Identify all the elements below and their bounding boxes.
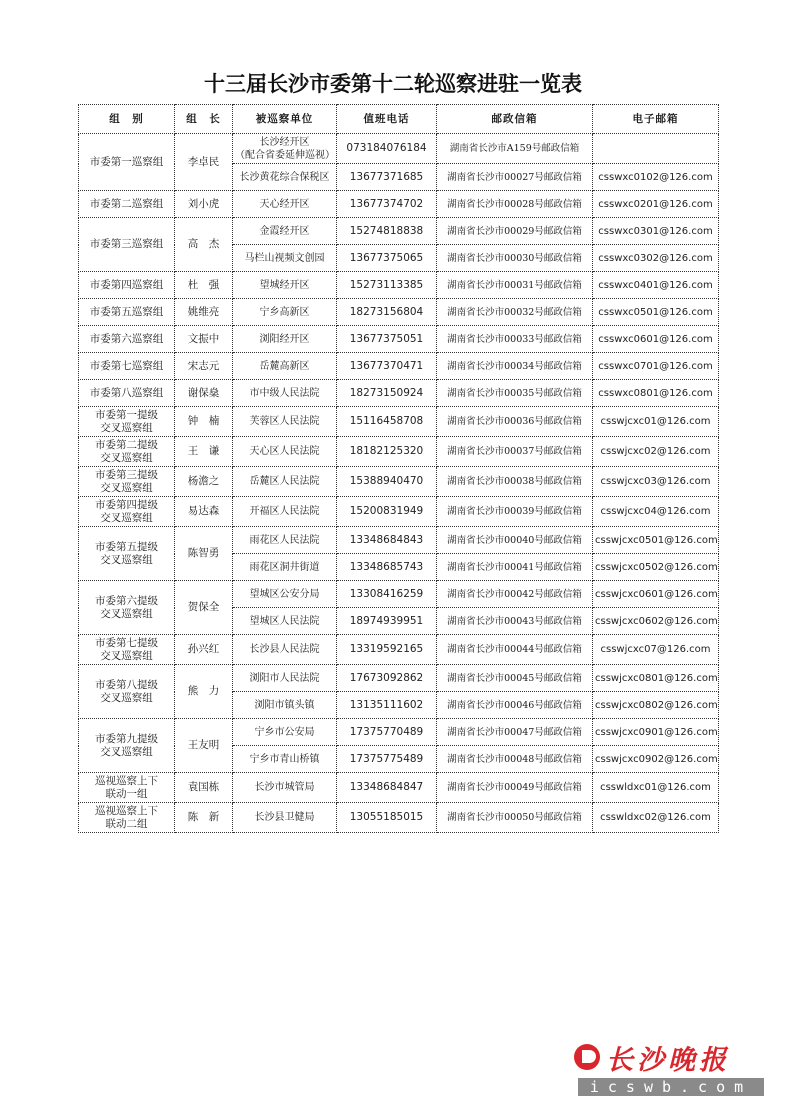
postal-box-cell: 湖南省长沙市00027号邮政信箱 <box>437 164 593 191</box>
duty-phone-cell: 15273113385 <box>337 272 437 299</box>
inspected-unit-cell: 芙蓉区人民法院 <box>233 407 337 437</box>
group-leader-cell: 王友明 <box>175 719 233 773</box>
email-cell: csswxc0302@126.com <box>593 245 719 272</box>
inspected-unit-cell: 望城区公安分局 <box>233 581 337 608</box>
unit-name: 长沙经开区 <box>259 136 310 148</box>
email-cell: csswxc0102@126.com <box>593 164 719 191</box>
inspected-unit-cell: 金霞经开区 <box>233 218 337 245</box>
group-name-line: 市委第八提级 <box>95 678 158 691</box>
table-row <box>79 719 719 746</box>
postal-box-cell: 湖南省长沙市00042号邮政信箱 <box>437 581 593 608</box>
brand-name: 长沙晚报 <box>606 1044 730 1076</box>
inspected-unit-cell: 宁乡市公安局 <box>233 719 337 746</box>
table-row <box>79 773 719 803</box>
group-leader-cell: 易达森 <box>175 497 233 527</box>
group-name-line: 市委第九提级 <box>95 732 158 745</box>
email-cell: csswxc0601@126.com <box>593 326 719 353</box>
duty-phone-cell: 15116458708 <box>337 407 437 437</box>
group-name-line: 交叉巡察组 <box>100 451 153 464</box>
inspected-unit-cell: 宁乡高新区 <box>233 299 337 326</box>
table-header-row <box>79 105 719 134</box>
postal-box-cell: 湖南省长沙市00034号邮政信箱 <box>437 353 593 380</box>
header-group: 组 别 <box>79 105 175 134</box>
duty-phone-cell: 17673092862 <box>337 665 437 692</box>
group-name-cell <box>79 665 175 719</box>
table-row <box>79 218 719 245</box>
email-cell: csswldxc01@126.com <box>593 773 719 803</box>
header-post: 邮政信箱 <box>437 105 593 134</box>
header-phone: 值班电话 <box>337 105 437 134</box>
group-name-cell <box>79 581 175 635</box>
postal-box-cell: 湖南省长沙市00028号邮政信箱 <box>437 191 593 218</box>
group-leader-cell: 陈智勇 <box>175 527 233 581</box>
email-cell: csswjcxc0802@126.com <box>593 692 719 719</box>
group-leader-cell: 杜 强 <box>175 272 233 299</box>
table-row <box>79 191 719 218</box>
group-name-cell <box>79 773 175 803</box>
group-name-cell <box>79 407 175 437</box>
inspected-unit-cell: 长沙市城管局 <box>233 773 337 803</box>
inspected-unit-cell: 市中级人民法院 <box>233 380 337 407</box>
table-row <box>79 437 719 467</box>
group-name-line: 交叉巡察组 <box>100 649 153 662</box>
group-name-cell: 市委第八巡察组 <box>79 380 175 407</box>
postal-box-cell: 湖南省长沙市00049号邮政信箱 <box>437 773 593 803</box>
group-name-line: 交叉巡察组 <box>100 553 153 566</box>
group-leader-cell: 袁国栋 <box>175 773 233 803</box>
postal-box-cell: 湖南省长沙市A159号邮政信箱 <box>437 134 593 164</box>
inspected-unit-cell: 天心经开区 <box>233 191 337 218</box>
duty-phone-cell: 13677375065 <box>337 245 437 272</box>
duty-phone-cell: 15388940470 <box>337 467 437 497</box>
duty-phone-cell: 13135111602 <box>337 692 437 719</box>
table-row <box>79 467 719 497</box>
postal-box-cell: 湖南省长沙市00046号邮政信箱 <box>437 692 593 719</box>
group-name-cell <box>79 803 175 833</box>
table-body <box>79 134 719 833</box>
group-name-cell: 市委第四巡察组 <box>79 272 175 299</box>
duty-phone-cell: 17375770489 <box>337 719 437 746</box>
email-cell: csswjcxc0601@126.com <box>593 581 719 608</box>
group-name-line: 市委第二提级 <box>95 438 158 451</box>
postal-box-cell: 湖南省长沙市00033号邮政信箱 <box>437 326 593 353</box>
email-cell: csswjcxc03@126.com <box>593 467 719 497</box>
group-name-line: 市委第七提级 <box>95 636 158 649</box>
table-row <box>79 803 719 833</box>
inspected-unit-cell: 浏阳市镇头镇 <box>233 692 337 719</box>
group-name-cell: 市委第二巡察组 <box>79 191 175 218</box>
inspected-unit-cell: 浏阳市人民法院 <box>233 665 337 692</box>
inspected-unit-cell: 岳麓高新区 <box>233 353 337 380</box>
postal-box-cell: 湖南省长沙市00045号邮政信箱 <box>437 665 593 692</box>
inspected-unit-cell <box>233 134 337 164</box>
email-cell: csswjcxc04@126.com <box>593 497 719 527</box>
group-leader-cell: 姚维亮 <box>175 299 233 326</box>
duty-phone-cell: 13308416259 <box>337 581 437 608</box>
postal-box-cell: 湖南省长沙市00036号邮政信箱 <box>437 407 593 437</box>
group-name-cell: 市委第六巡察组 <box>79 326 175 353</box>
table-row <box>79 326 719 353</box>
email-cell: csswjcxc0901@126.com <box>593 719 719 746</box>
postal-box-cell: 湖南省长沙市00037号邮政信箱 <box>437 437 593 467</box>
postal-box-cell: 湖南省长沙市00048号邮政信箱 <box>437 746 593 773</box>
email-cell: csswjcxc0501@126.com <box>593 527 719 554</box>
group-leader-cell: 刘小虎 <box>175 191 233 218</box>
group-name-cell: 市委第一巡察组 <box>79 134 175 191</box>
duty-phone-cell: 15274818838 <box>337 218 437 245</box>
duty-phone-cell: 18182125320 <box>337 437 437 467</box>
group-name-cell: 市委第五巡察组 <box>79 299 175 326</box>
duty-phone-cell: 18273156804 <box>337 299 437 326</box>
group-name-line: 交叉巡察组 <box>100 607 153 620</box>
unit-note: （配合省委延伸巡视） <box>235 149 335 161</box>
group-name-cell <box>79 467 175 497</box>
postal-box-cell: 湖南省长沙市00044号邮政信箱 <box>437 635 593 665</box>
group-leader-cell: 陈 新 <box>175 803 233 833</box>
group-name-cell <box>79 719 175 773</box>
group-name-line: 市委第一提级 <box>95 408 158 421</box>
table-row <box>79 635 719 665</box>
email-cell: csswxc0301@126.com <box>593 218 719 245</box>
email-cell: csswxc0801@126.com <box>593 380 719 407</box>
newspaper-logo-icon <box>574 1044 600 1070</box>
table-row <box>79 527 719 554</box>
table-row <box>79 134 719 164</box>
group-name-line: 交叉巡察组 <box>100 745 153 758</box>
postal-box-cell: 湖南省长沙市00038号邮政信箱 <box>437 467 593 497</box>
brand-url: icswb.com <box>578 1078 764 1096</box>
email-cell: csswldxc02@126.com <box>593 803 719 833</box>
duty-phone-cell: 18273150924 <box>337 380 437 407</box>
inspected-unit-cell: 长沙黄花综合保税区 <box>233 164 337 191</box>
group-leader-cell: 熊 力 <box>175 665 233 719</box>
group-name-cell <box>79 635 175 665</box>
duty-phone-cell: 13348684847 <box>337 773 437 803</box>
email-cell: csswjcxc07@126.com <box>593 635 719 665</box>
duty-phone-cell: 13677375051 <box>337 326 437 353</box>
table-row <box>79 272 719 299</box>
group-name-line: 交叉巡察组 <box>100 511 153 524</box>
duty-phone-cell: 13677374702 <box>337 191 437 218</box>
group-leader-cell: 杨澹之 <box>175 467 233 497</box>
group-name-line: 交叉巡察组 <box>100 421 153 434</box>
group-name-cell: 市委第七巡察组 <box>79 353 175 380</box>
email-cell: csswjcxc0502@126.com <box>593 554 719 581</box>
table-row <box>79 380 719 407</box>
inspected-unit-cell: 马栏山视频文创园 <box>233 245 337 272</box>
postal-box-cell: 湖南省长沙市00050号邮政信箱 <box>437 803 593 833</box>
duty-phone-cell: 13348684843 <box>337 527 437 554</box>
email-cell: csswjcxc0902@126.com <box>593 746 719 773</box>
group-leader-cell: 贺保全 <box>175 581 233 635</box>
group-leader-cell: 王 谦 <box>175 437 233 467</box>
group-name-line: 市委第六提级 <box>95 594 158 607</box>
postal-box-cell: 湖南省长沙市00047号邮政信箱 <box>437 719 593 746</box>
duty-phone-cell: 17375775489 <box>337 746 437 773</box>
group-name-cell: 市委第三巡察组 <box>79 218 175 272</box>
email-cell: csswxc0701@126.com <box>593 353 719 380</box>
group-name-cell <box>79 527 175 581</box>
duty-phone-cell: 13055185015 <box>337 803 437 833</box>
inspected-unit-cell: 宁乡市青山桥镇 <box>233 746 337 773</box>
postal-box-cell: 湖南省长沙市00029号邮政信箱 <box>437 218 593 245</box>
duty-phone-cell: 13319592165 <box>337 635 437 665</box>
duty-phone-cell: 13348685743 <box>337 554 437 581</box>
page-title: 十三届长沙市委第十二轮巡察进驻一览表 <box>204 71 582 96</box>
group-leader-cell: 高 杰 <box>175 218 233 272</box>
table-row <box>79 353 719 380</box>
inspected-unit-cell: 天心区人民法院 <box>233 437 337 467</box>
group-name-cell <box>79 437 175 467</box>
email-cell <box>593 134 719 164</box>
email-cell: csswjcxc0602@126.com <box>593 608 719 635</box>
table-row <box>79 299 719 326</box>
inspected-unit-cell: 岳麓区人民法院 <box>233 467 337 497</box>
postal-box-cell: 湖南省长沙市00040号邮政信箱 <box>437 527 593 554</box>
inspected-unit-cell: 望城区人民法院 <box>233 608 337 635</box>
group-leader-cell: 李卓民 <box>175 134 233 191</box>
table-row <box>79 497 719 527</box>
group-name-line: 联动一组 <box>105 787 148 800</box>
email-cell: csswxc0401@126.com <box>593 272 719 299</box>
inspected-unit-cell: 雨花区洞井街道 <box>233 554 337 581</box>
group-leader-cell: 文振中 <box>175 326 233 353</box>
group-name-cell <box>79 497 175 527</box>
email-cell: csswxc0501@126.com <box>593 299 719 326</box>
postal-box-cell: 湖南省长沙市00035号邮政信箱 <box>437 380 593 407</box>
email-cell: csswjcxc02@126.com <box>593 437 719 467</box>
group-name-line: 市委第五提级 <box>95 540 158 553</box>
postal-box-cell: 湖南省长沙市00032号邮政信箱 <box>437 299 593 326</box>
header-unit: 被巡察单位 <box>233 105 337 134</box>
group-name-line: 巡视巡察上下 <box>95 804 158 817</box>
group-name-line: 市委第三提级 <box>95 468 158 481</box>
header-leader: 组 长 <box>175 105 233 134</box>
header-email: 电子邮箱 <box>593 105 719 134</box>
table-row <box>79 665 719 692</box>
duty-phone-cell: 13677370471 <box>337 353 437 380</box>
table-row <box>79 407 719 437</box>
group-leader-cell: 钟 楠 <box>175 407 233 437</box>
group-name-line: 交叉巡察组 <box>100 481 153 494</box>
inspected-unit-cell: 开福区人民法院 <box>233 497 337 527</box>
inspected-unit-cell: 长沙县卫健局 <box>233 803 337 833</box>
postal-box-cell: 湖南省长沙市00030号邮政信箱 <box>437 245 593 272</box>
inspection-roster-table <box>78 104 719 833</box>
email-cell: csswjcxc0801@126.com <box>593 665 719 692</box>
inspected-unit-cell: 望城经开区 <box>233 272 337 299</box>
postal-box-cell: 湖南省长沙市00039号邮政信箱 <box>437 497 593 527</box>
postal-box-cell: 湖南省长沙市00043号邮政信箱 <box>437 608 593 635</box>
duty-phone-cell: 073184076184 <box>337 134 437 164</box>
email-cell: csswxc0201@126.com <box>593 191 719 218</box>
group-leader-cell: 宋志元 <box>175 353 233 380</box>
duty-phone-cell: 15200831949 <box>337 497 437 527</box>
table-row <box>79 581 719 608</box>
duty-phone-cell: 13677371685 <box>337 164 437 191</box>
inspected-unit-cell: 雨花区人民法院 <box>233 527 337 554</box>
postal-box-cell: 湖南省长沙市00041号邮政信箱 <box>437 554 593 581</box>
group-name-line: 巡视巡察上下 <box>95 774 158 787</box>
postal-box-cell: 湖南省长沙市00031号邮政信箱 <box>437 272 593 299</box>
duty-phone-cell: 18974939951 <box>337 608 437 635</box>
inspected-unit-cell: 长沙县人民法院 <box>233 635 337 665</box>
group-leader-cell: 谢保燊 <box>175 380 233 407</box>
inspected-unit-cell: 浏阳经开区 <box>233 326 337 353</box>
watermark-logo <box>574 1040 774 1102</box>
group-leader-cell: 孙兴红 <box>175 635 233 665</box>
group-name-line: 市委第四提级 <box>95 498 158 511</box>
group-name-line: 交叉巡察组 <box>100 691 153 704</box>
group-name-line: 联动二组 <box>105 817 148 830</box>
email-cell: csswjcxc01@126.com <box>593 407 719 437</box>
